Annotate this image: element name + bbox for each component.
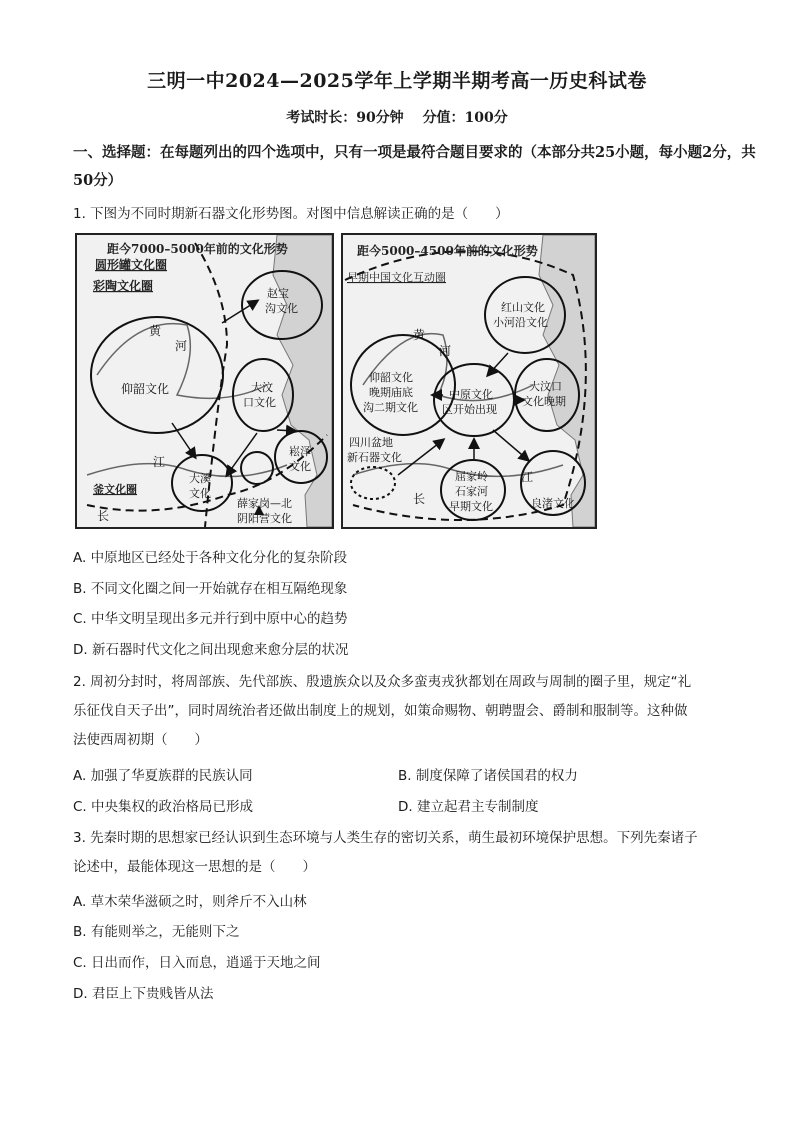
map-right-label: 中原文化 xyxy=(449,388,493,401)
q2-line: 2. 周初分封时，将周部族、先代部族、殷遗族众以及众多蛮夷戎狄都划在周政与周制的圈子里，规定“礼 xyxy=(73,674,692,690)
map-right-label: 黄 xyxy=(413,328,426,342)
q3-option-d: D. 君臣上下贵贱皆从法 xyxy=(73,986,214,1002)
map-left-label: 黄 xyxy=(149,324,162,338)
map-right-label: 小河沿文化 xyxy=(493,316,548,329)
map-right-label: 河 xyxy=(439,344,452,358)
q3-option-b: B. 有能则举之，无能则下之 xyxy=(73,924,240,940)
map-left-label: 仰韶文化 xyxy=(121,382,170,396)
map-left-label: 河 xyxy=(175,339,188,353)
map-left-label: 崧泽 xyxy=(289,445,311,458)
q3-option-c: C. 日出而作，日入而息，逍遥于天地之间 xyxy=(73,955,321,971)
map-left-label: 阴阳营文化 xyxy=(237,512,292,525)
map-right-label: 沟二期文化 xyxy=(363,401,418,414)
q1-option-a: A. 中原地区已经处于各种文化分化的复杂阶段 xyxy=(73,550,348,566)
map-right-label: 区开始出现 xyxy=(442,403,497,416)
map-right-figure xyxy=(343,235,595,527)
map-right-label: 长 xyxy=(413,492,426,506)
q3-line: 论述中，最能体现这一思想的是（ ） xyxy=(73,859,316,875)
q3-line: 3. 先秦时期的思想家已经认识到生态环境与人类生存的密切关系，萌生最初环境保护思想。下列先秦诸子 xyxy=(73,830,698,846)
q3-option-a: A. 草木荣华滋硕之时，则斧斤不入山林 xyxy=(73,894,307,910)
q2-option-c: C. 中央集权的政治格局已形成 xyxy=(73,799,254,815)
map-left-label: 圆形罐文化圈 xyxy=(95,258,168,272)
exam-duration: 考试时长：90分钟 xyxy=(286,110,404,126)
map-right-label: 大汶口 xyxy=(529,380,562,393)
map-right xyxy=(341,233,597,529)
map-left-label: 江 xyxy=(153,455,166,469)
question-1-stem: 1. 下图为不同时期新石器文化形势图。对图中信息解读正确的是（ ） xyxy=(73,206,509,222)
map-right-label: 红山文化 xyxy=(501,301,545,314)
map-right-label: 早期文化 xyxy=(449,500,493,513)
map-right-label: 屈家岭 xyxy=(455,470,488,483)
q2-option-a: A. 加强了华夏族群的民族认同 xyxy=(73,768,253,784)
exam-info xyxy=(0,107,794,127)
map-left-label: 大溪 xyxy=(189,472,211,485)
exam-score: 分值：100分 xyxy=(422,110,508,126)
map-right-label: 江 xyxy=(521,470,534,484)
map-left-label: 赵宝 xyxy=(267,287,289,300)
q1-option-c: C. 中华文明呈现出多元并行到中原中心的趋势 xyxy=(73,611,348,627)
map-right-label: 良渚文化 xyxy=(531,497,575,510)
map-left-label: 口文化 xyxy=(243,396,276,409)
question-2-stem xyxy=(73,668,753,755)
exam-title: 三明一中2024—2025学年上学期半期考高一历史科试卷 xyxy=(147,70,647,92)
map-right-label: 四川盆地 xyxy=(349,436,393,449)
map-right-title: 距今5000–4500年前的文化形势 xyxy=(357,244,538,258)
q1-option-b: B. 不同文化圈之间一开始就存在相互隔绝现象 xyxy=(73,581,348,597)
map-left-figure xyxy=(77,235,332,527)
map-right-label: 晚期庙底 xyxy=(369,386,413,399)
map-left-label: 长 xyxy=(97,509,110,523)
map-left-label: 釜文化圈 xyxy=(93,483,137,496)
section-heading: 一、选择题：在每题列出的四个选项中，只有一项是最符合题目要求的（本部分共25小题，每小题2分，共50分） xyxy=(73,144,756,189)
map-left-label: 薛家岗—北 xyxy=(237,497,292,510)
map-left-label: 沟文化 xyxy=(265,302,298,315)
q2-option-d: D. 建立起君主专制制度 xyxy=(398,799,539,815)
map-right-label: 新石器文化 xyxy=(347,451,402,464)
map-left-label: 大汶 xyxy=(251,381,273,394)
map-left-label: 文化 xyxy=(189,487,211,500)
question-3-stem xyxy=(73,824,753,882)
map-right-label: 仰韶文化 xyxy=(369,371,413,384)
q2-option-b: B. 制度保障了诸侯国君的权力 xyxy=(398,768,578,784)
map-left-label: 文化 xyxy=(289,460,311,473)
q2-line: 法使西周初期（ ） xyxy=(73,732,208,748)
map-right-label: 文化晚期 xyxy=(522,395,566,408)
map-left-title: 距今7000–5000年前的文化形势 xyxy=(107,242,288,256)
map-left-label: 彩陶文化圈 xyxy=(93,279,154,293)
map-right-label: 石家河 xyxy=(455,485,488,498)
q1-option-d: D. 新石器时代文化之间出现愈来愈分层的状况 xyxy=(73,642,349,658)
q2-line: 乐征伐自天子出”，同时周统治者还做出制度上的规划，如策命赐物、朝聘盟会、爵制和服制等。这种做 xyxy=(73,703,688,719)
map-left xyxy=(75,233,334,529)
map-right-label: 早期中国文化互动圈 xyxy=(347,271,446,284)
